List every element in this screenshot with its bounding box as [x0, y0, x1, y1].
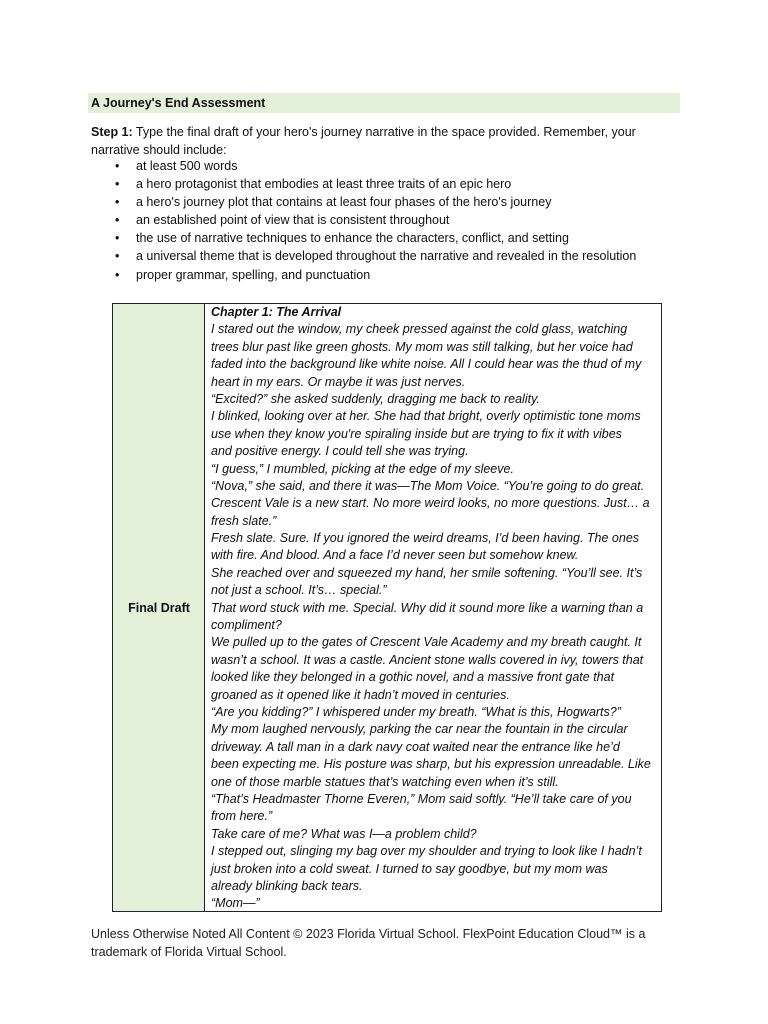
- step-label: Step 1:: [91, 125, 133, 139]
- requirement-item: [91, 247, 681, 265]
- bullet-icon: •: [115, 231, 120, 246]
- narrative-line: “Mom—”: [211, 896, 260, 911]
- final-draft-label: Final Draft: [128, 601, 190, 615]
- narrative-line: “Nova,” she said, and there it was—The Mom Voice. “You’re going to do great.: [211, 478, 645, 493]
- narrative-line: groaned as it opened like it hadn’t moved in centuries.: [211, 687, 510, 702]
- narrative-line: “That’s Headmaster Thorne Everen,” Mom said softly. “He’ll take care of you: [211, 791, 632, 806]
- narrative-line: Fresh slate. Sure. If you ignored the weird dreams, I’d been having. The ones: [211, 531, 640, 546]
- narrative-line: I blinked, looking over at her. She had that bright, overly optimistic tone moms: [211, 409, 641, 424]
- footer-line-2: trademark of Florida Virtual School.: [91, 945, 287, 959]
- requirement-item: [91, 229, 681, 247]
- narrative-line: “Excited?” she asked suddenly, dragging me back to reality.: [211, 391, 540, 406]
- requirement-text: at least 500 words: [136, 159, 238, 173]
- bullet-icon: •: [115, 249, 120, 264]
- requirement-item: [91, 211, 681, 229]
- bullet-icon: •: [115, 213, 120, 228]
- final-draft-table: [112, 303, 662, 912]
- step-instructions: [91, 123, 681, 159]
- narrative-line: from here.”: [211, 809, 273, 824]
- narrative-line: with fire. And blood. And a face I’d never seen but somehow knew.: [211, 548, 579, 563]
- narrative-line: already blinking back tears.: [211, 878, 363, 893]
- narrative-line: looked like they belonged in a gothic novel, and a massive front gate that: [211, 670, 615, 685]
- narrative-line: and positive energy. I could tell she was trying.: [211, 444, 469, 459]
- bullet-icon: •: [115, 159, 120, 173]
- narrative-line: That word stuck with me. Special. Why did it sound more like a warning than a: [211, 600, 644, 615]
- narrative-line: faded into the background like white noise. All I could hear was the thud of my: [211, 357, 642, 372]
- footer-line-1: Unless Otherwise Noted All Content © 2023 Florida Virtual School. FlexPoint Education Cloud™ is a: [91, 927, 646, 941]
- requirement-item: [91, 157, 681, 175]
- narrative-line: heart in my ears. Or maybe it was just nerves.: [211, 374, 466, 389]
- final-draft-content[interactable]: [211, 304, 657, 913]
- narrative-line: I stepped out, slinging my bag over my shoulder and trying to look like I hadn’t: [211, 844, 642, 859]
- chapter-title: Chapter 1: The Arrival: [211, 305, 342, 319]
- narrative-line: one of those marble statues that’s watching even when it’s still.: [211, 774, 559, 789]
- step-line-1: [91, 123, 681, 141]
- narrative-line: just broken into a cold sweat. I turned to say goodbye, but my mom was: [211, 861, 608, 876]
- requirement-item: [91, 175, 681, 193]
- assessment-heading: A Journey's End Assessment: [88, 93, 680, 113]
- bullet-icon: •: [115, 195, 120, 210]
- requirement-text: a hero protagonist that embodies at least three traits of an epic hero: [136, 177, 512, 192]
- narrative-line: She reached over and squeezed my hand, her smile softening. “You’ll see. It’s: [211, 565, 643, 580]
- copyright-footer: [91, 925, 681, 961]
- narrative-line: use when they know you're spiraling inside but are trying to fix it with vibes: [211, 426, 622, 441]
- narrative-line: Crescent Vale is a new start. No more weird looks, no more questions. Just… a: [211, 496, 650, 511]
- narrative-line: “I guess,” I mumbled, picking at the edge of my sleeve.: [211, 461, 514, 476]
- narrative-line: not just a school. It’s… special.”: [211, 583, 387, 598]
- bullet-icon: •: [115, 177, 120, 192]
- narrative-line: We pulled up to the gates of Crescent Vale Academy and my breath caught. It: [211, 635, 642, 650]
- narrative-line: fresh slate.”: [211, 513, 277, 528]
- narrative-line: wasn’t a school. It was a castle. Ancient stone walls covered in ivy, towers that: [211, 652, 644, 667]
- narrative-line: My mom laughed nervously, parking the car near the fountain in the circular: [211, 722, 628, 737]
- bullet-icon: •: [115, 267, 120, 282]
- narrative-line: been expecting me. His posture was sharp, but his expression unreadable. Like: [211, 757, 651, 772]
- narrative-line: Take care of me? What was I—a problem child?: [211, 826, 477, 841]
- requirements-list: [91, 157, 681, 284]
- narrative-line: driveway. A tall man in a dark navy coat waited near the entrance like he’d: [211, 739, 620, 754]
- requirement-text: a hero's journey plot that contains at least four phases of the hero's journey: [136, 195, 552, 210]
- step-text: Type the final draft of your hero's journey narrative in the space provided. Remember, your: [132, 125, 636, 139]
- narrative-line: compliment?: [211, 618, 282, 633]
- requirement-item: [91, 193, 681, 211]
- narrative-line: “Are you kidding?” I whispered under my breath. “What is this, Hogwarts?”: [211, 704, 621, 719]
- narrative-line: I stared out the window, my cheek pressed against the cold glass, watching: [211, 322, 628, 337]
- step-line-2: narrative should include:: [91, 143, 227, 157]
- narrative-line: trees blur past like green ghosts. My mom was still talking, but her voice had: [211, 339, 633, 354]
- requirement-text: the use of narrative techniques to enhance the characters, conflict, and setting: [136, 231, 569, 246]
- requirement-text: proper grammar, spelling, and punctuation: [136, 267, 371, 282]
- requirement-text: an established point of view that is consistent throughout: [136, 213, 450, 228]
- requirement-text: a universal theme that is developed throughout the narrative and revealed in the resolution: [136, 249, 637, 264]
- requirement-item: [91, 266, 681, 284]
- table-label-cell: [113, 304, 205, 911]
